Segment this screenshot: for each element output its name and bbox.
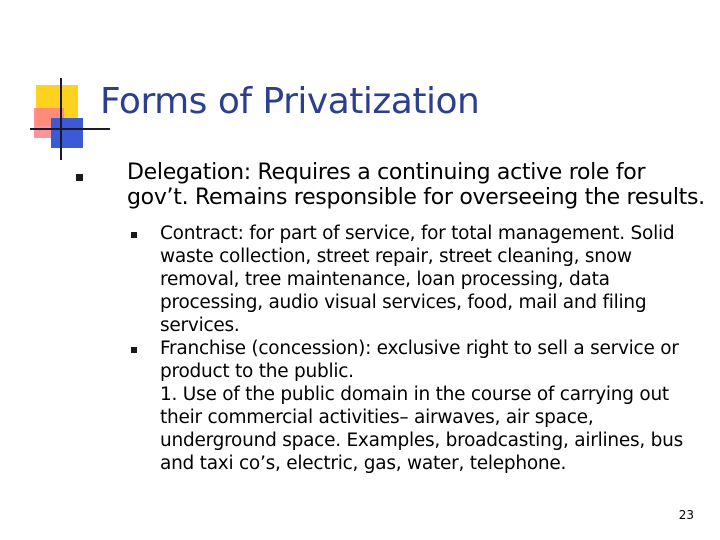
bullet-delegation	[60, 160, 710, 475]
subbullet-text: Franchise (concession): exclusive right to sell a service or product to the public.	[160, 338, 679, 382]
bullet-square-icon	[76, 174, 83, 181]
bullet-square-icon	[131, 347, 137, 353]
subbullet-text: Contract: for part of service, for total management. Solid waste collection, street repair, street cleaning, snow removal, tree maintenance, loan processing, data processing, audio visual services, food, mail and filing services.	[160, 223, 675, 336]
subbullet-contract	[160, 222, 710, 337]
subbullet-franchise	[160, 337, 710, 475]
logo-horizontal-line	[30, 128, 110, 130]
bullet-square-icon	[131, 232, 137, 238]
slide-title: Forms of Privatization	[100, 81, 480, 122]
logo-blue-square	[51, 118, 83, 148]
subbullet-continuation-text: 1. Use of the public domain in the course of carrying out their commercial activities– airwaves, air space, underground space. Examples, broadcasting, airlines, bus and taxi co’s, electric, gas, water, telephone.	[160, 384, 683, 474]
slide-logo-icon	[30, 78, 110, 160]
logo-vertical-line	[60, 78, 62, 160]
bullet-text: Delegation: Requires a continuing active role for gov’t. Remains responsible for overseeing the results.	[127, 160, 705, 210]
page-number: 23	[678, 508, 694, 522]
